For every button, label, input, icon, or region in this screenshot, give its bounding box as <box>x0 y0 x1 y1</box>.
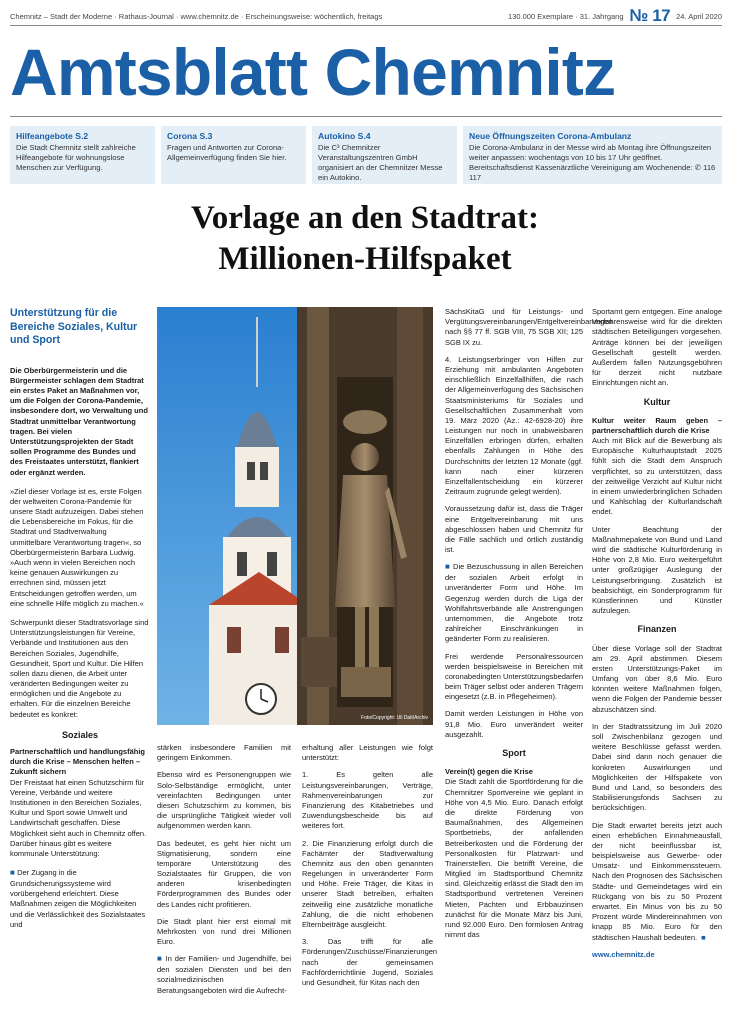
teaser-text: Die C³ Chemnitzer Veranstaltungszentren GmbH organisiert an der Chemnitzer Messe ein Autokino. <box>318 143 443 182</box>
column-3-lower <box>302 743 438 995</box>
paragraph: Über diese Vorlage soll der Stadtrat am 29. April abstimmen. Diesem ersten Unterstützungs-Paket im Umfang von über 8,6 Mio. Euro könnten weitere Maßnahmen folgen, wenn die Folgen der Pandemie besser abzuschätzen sind. <box>592 643 722 714</box>
headline-line-2: Millionen-Hilfspaket <box>218 240 512 277</box>
teaser-bar <box>10 126 722 184</box>
section-heading-soziales: Soziales <box>61 729 99 740</box>
paragraph: Damit werden Leistungen in Höhe von 91,8 Mio. Euro unverändert weiter ausgezahlt. <box>445 709 583 739</box>
paragraph: In der Stadtratssitzung im Juli 2020 soll Zwischenbilanz gezogen und weitere Beschlüsse gefasst werden. Dabei sind dann noch genauer die konkreten Auswirkungen und Möglichkeiten der Hilfspakete von Bund und Land, so besonders des Stabilisierungsfonds Sachsen zu berücksichtigen. <box>592 721 722 813</box>
teaser-text: Fragen und Antworten zur Corona-Allgemeinverfügung finden Sie hier. <box>167 143 287 163</box>
paragraph: Die Stadt plant hier erst einmal mit Mehrkosten von rund drei Millionen Euro. <box>157 916 291 947</box>
paragraph: Unter Beachtung der Maßnahmepakete von Bund und Land wird die städtische Kulturförderung in Höhe von 2,8 Mio. Euro weitergeführt unter großzügiger Auslegung der Leistungserbringung. Zusätzlich ist beabsichtigt, ein Sonderprogramm für Künstlerinnen und Künstler aufzulegen. <box>592 524 722 616</box>
issue-date: 24. April 2020 <box>676 11 722 21</box>
paragraph: 2. Die Finanzierung erfolgt durch die Fachämter der Stadtverwaltung Chemnitz aus den oben genannten Regelungen in unveränderter Form und Höhe. Freie Träger, die Kitas in unserer Stadt betreiben, erhalten zeitweilig eine zusätzliche monatliche Zahlung, die die nicht erhobenen Elternbeiträge ausgleicht. <box>302 838 433 929</box>
subheading: Kultur weiter Raum geben – partnerschaftlich durch die Krise <box>592 415 722 435</box>
paragraph: ■ Die Bezuschussung in allen Bereichen der sozialen Arbeit erfolgt in unveränderter Form und Höhe. Im Gegenzug werden durch die Liga der Wohlfahrtsverbände alle Anstrengungen unternommen, die Angebote trotz zahlreicher Einschränkungen in geänderter Form zu realisieren. <box>445 562 583 644</box>
teaser-ambulanz[interactable] <box>463 126 722 184</box>
paragraph: Der Freistaat hat einen Schutzschirm für Vereine, Verbände und weitere Institutionen in den Bereichen Soziales, Kultur und Sport sowie Umwelt und Landwirtschaft geschaffen. Diese Möglichkeit sieht auch in Chemnitz offen. Darüber hinaus gibt es weitere kommunale Unterstützung: <box>10 777 147 858</box>
end-square-icon: ■ <box>701 932 706 942</box>
intro-column <box>10 307 150 939</box>
section-heading-sport: Sport <box>502 748 526 758</box>
teaser-text: Die Stadt Chemnitz stellt zahlreiche Hilfeangebote für wohnungslose Menschen zur Verfügung. <box>16 143 136 172</box>
paragraph: Sportamt gern entgegen. Eine analoge Verfahrensweise wird für die direkten städtischen Beteiligungen vorgesehen. Anträge können bei der jeweiligen Gesellschaft gestellt werden. Außerdem fallen Nutzungsgebühren für derzeit nicht nutzbare Einrichtungen nicht an. <box>592 307 722 388</box>
masthead-rule <box>10 116 722 117</box>
paragraph: 1. Es gelten alle Leistungsvereinbarungen, Verträge, Rahmenvereinbarungen zur Finanzierung des Kitabetriebes und Zuwendungsbescheide bis auf weiteres fort. <box>302 770 433 831</box>
teaser-autokino[interactable] <box>312 126 457 184</box>
paragraph: »Ziel dieser Vorlage ist es, erste Folgen der weltweiten Corona-Pandemie für unsere Stadt aufzuzeigen. Dabei stehen die Lebensbereiche im Fokus, für die Stadtrat und Stadtverwaltung unmittelbare Verantwortung tragen«, so Oberbürgermeisterin Barbara Ludwig. »Auch wenn in vielen Bereichen noch keine genauen Auswirkungen zu errechnen sind, müssen jetzt Entscheidungen getroffen werden, um eine schnelle Hilfe möglich zu machen.« <box>10 486 144 608</box>
town-hall-illustration <box>157 307 433 725</box>
subheading: Partnerschaftlich und handlungsfähig durch die Krise – Menschen helfen – Zukunft sichern <box>10 747 146 777</box>
teaser-text: Die Corona-Ambulanz in der Messe wird ab Montag ihre Öffnungszeiten weiter anpassen: wochentags von 10 bis 17 Uhr geöffnet. Bereitschaftsdienst Kassenärztliche Vereinigung am Wochenende: ✆ 116 117 <box>469 143 716 182</box>
paragraph: SächsKitaG und für Leistungs- und Vergütungsvereinbarungen/Entgeltvereinbarungen nach §§ 77 ff. SGB VIII, 75 SGB XII; 125 SGB IX zu. <box>445 307 613 347</box>
paragraph: Ebenso wird es Personengruppen wie Solo-Selbständige ermöglicht, unter vereinfachten Bedingungen unter diesen Schutzschirm zu kommen, bis die ursprüngliche Tätigkeit wieder voll aufgenommen werden kann. <box>157 770 291 831</box>
paragraph: Die Stadt erwartet bereits jetzt auch einen erheblichen Einnahmeausfall, der nicht beeinflussbar ist, beispielsweise aus Gewerbe- oder Umsatz- und Einkommenssteuern. Nach den Prognosen des Sächsischen Städte- und Gemeindetages wird ein Rückgang von bis zu 50 Prozent erwartet. Ein Minus von bis zu 50 Prozent würde Mindereinnahmen von knapp 85 Mio. Euro für den städtischen Haushalt bedeuten. ■ <box>592 820 722 942</box>
subheading: Verein(t) gegen die Krise <box>445 767 533 777</box>
section-heading-finanzen: Finanzen <box>637 624 677 635</box>
headline-line-1: Vorlage an den Stadtrat: <box>190 200 540 236</box>
main-headline <box>60 198 670 279</box>
column-5 <box>592 307 722 960</box>
masthead: Amtsblatt Chemnitz <box>10 35 616 109</box>
teaser-corona[interactable] <box>161 126 306 184</box>
teaser-title: Neue Öffnungszeiten Corona-Ambulanz <box>469 131 632 141</box>
issue-number: № 17 <box>629 6 671 25</box>
bullet-square-icon: ■ <box>157 954 166 964</box>
teaser-hilfeangebote[interactable] <box>10 126 155 184</box>
paragraph: Frei werdende Personalressourcen werden beispielsweise in Bereichen mit coronabedingten Unterstützungsbedarfen beim Träger selbst oder anderen Trägern eingesetzt (z.B. in Pflegeheimen). <box>445 651 584 702</box>
paragraph: Auch mit Blick auf die Bewerbung als Europäische Kulturhauptstadt 2025 fühlt sich die Stadt dem Anspruch verpflichtet, so zu unterstützen, dass der zeitweilige Verzicht auf Kultur nicht in einem unwiederbringlichen Schaden und Kahlschlag der Kulturlandschaft endet. <box>592 436 722 517</box>
website-link[interactable]: www.chemnitz.de <box>592 949 655 959</box>
top-info-left: Chemnitz – Stadt der Moderne · Rathaus-Journal · www.chemnitz.de · Erscheinungsweise: wöchentlich, freitags <box>10 11 383 21</box>
bullet-square-icon: ■ <box>10 868 18 878</box>
circulation-info: 130.000 Exemplare · 31. Jahrgang <box>508 11 624 21</box>
paragraph: 3. Das trifft für alle Förderungen/Zuschüsse/Finanzierungen nach der gemeinsamen Fachförderrichtlinie Jugend, Soziales und Gesundheit, für Kitas nach den <box>302 937 438 987</box>
column-4 <box>445 307 613 947</box>
column-2-lower <box>157 743 291 1003</box>
paragraph: ■ In der Familien- und Jugendhilfe, bei den sozialen Diensten und bei den sozialmedizinischen Beratungsangeboten wird die Aufrecht- <box>157 954 292 995</box>
section-heading-kultur: Kultur <box>643 396 671 407</box>
paragraph: ■ Der Zugang in die Grundsicherungssysteme wird vorübergehend erleichtert. Diese Maßnahmen zeigen die Möglichkeiten und die Verlässlichkeit des Sozialstaates und <box>10 868 146 929</box>
paragraph: Voraussetzung dafür ist, dass die Träger eine Entgeltvereinbarung mit uns abgeschlossen haben und Chemnitz für die Fälle sachlich und örtlich zuständig ist. <box>445 504 583 555</box>
top-info-bar <box>10 8 722 24</box>
intro-lead: Die Oberbürgermeisterin und die Bürgermeister schlagen dem Stadtrat ein erstes Paket an Maßnahmen vor, um die Folgen der Corona-Pandemie, insbesondere dort, wo Verwaltung und Stadtrat unmittelbar Verantwortung tragen. Bei vielen Unterstützungsprojekten der Stadt sollen Programme des Bundes und des Freistaates unterstützt, flankiert oder ergänzt werden. <box>10 365 148 477</box>
teaser-title: Corona S.3 <box>167 131 213 141</box>
intro-title: Unterstützung für die Bereiche Soziales, Kultur und Sport <box>10 307 138 347</box>
top-info-right <box>508 6 722 26</box>
paragraph: Das bedeutet, es geht hier nicht um Stigmatisierung, sondern eine temporäre Unterstützung des Sozialstaates für Gruppen, die von anderen krisenbedingten Förderprogrammen des Bundes oder des Landes nicht profitieren. <box>157 838 291 909</box>
photo-town-hall <box>157 307 433 725</box>
paragraph: Die Stadt zahlt die Sportförderung für die Chemnitzer Sportvereine wie geplant in Höhe von 4,5 Mio. Euro. Danach erfolgt die direkte Förderung von Baumaßnahmen, des Allgemeinen Sportbetriebs, der anfallenden Betreiberkosten und die Förderung der Personalkosten für Platzwart- und Trainerstellen. Die betrifft Vereine, die Mitglied im Stadtsportbund Chemnitz sind. Gleichzeitig erlässt die Stadt den im Stadtsportbund vertretenen Vereinen Mieten, Pachten und Erbbauzinsen zunächst für die Monate März bis Juni, rund 92.000 Euro. Den formlosen Antrag nimmt das <box>445 777 583 940</box>
bullet-square-icon: ■ <box>445 562 454 572</box>
paragraph: erhaltung aller Leistungen wie folgt unterstützt: <box>302 743 433 763</box>
top-rule <box>10 25 722 26</box>
paragraph: stärken insbesondere Familien mit geringem Einkommen. <box>157 743 291 763</box>
teaser-title: Hilfeangebote S.2 <box>16 131 89 141</box>
teaser-title: Autokino S.4 <box>318 131 371 141</box>
paragraph: 4. Leistungserbringer von Hilfen zur Erziehung mit ambulanten Angeboten einschließlich Einzelfallhilfen, die nach der Allgemeinverfügung des Sächsischen Staatsministeriums für Soziales und Gesellschaftlichen Zusammenhalt vom 19. März 2020 (Az.: 42-6928-20) ihre Leistungen nur noch in unabweisbaren Einzelfällen erbringen dürfen, erhalten ebenfalls Zahlungen in Höhe des Durchschnitts der letzten 12 Monate (ggf. kann nach einer kürzeren Einzelfallentscheidung ein kürzerer Zeitraum zugrunde gelegt werden). <box>445 354 583 497</box>
photo-caption: Foto/Copyright: Uli Dalt/Archiv <box>361 715 428 721</box>
paragraph: Schwerpunkt dieser Stadtratsvorlage sind Unterstützungsleistungen für Vereine, Verbände und Institutionen aus den Bereichen Soziales, Jugendhilfe, Gesundheit, Sport und Kultur. Die Hilfen sollen dazu dienen, die Arbeit unter veränderten Bedingungen weiter zu ermöglichen und die Angebote zu erhalten. Für die einzelnen Bereiche bedeutet es konkret: <box>10 617 149 719</box>
